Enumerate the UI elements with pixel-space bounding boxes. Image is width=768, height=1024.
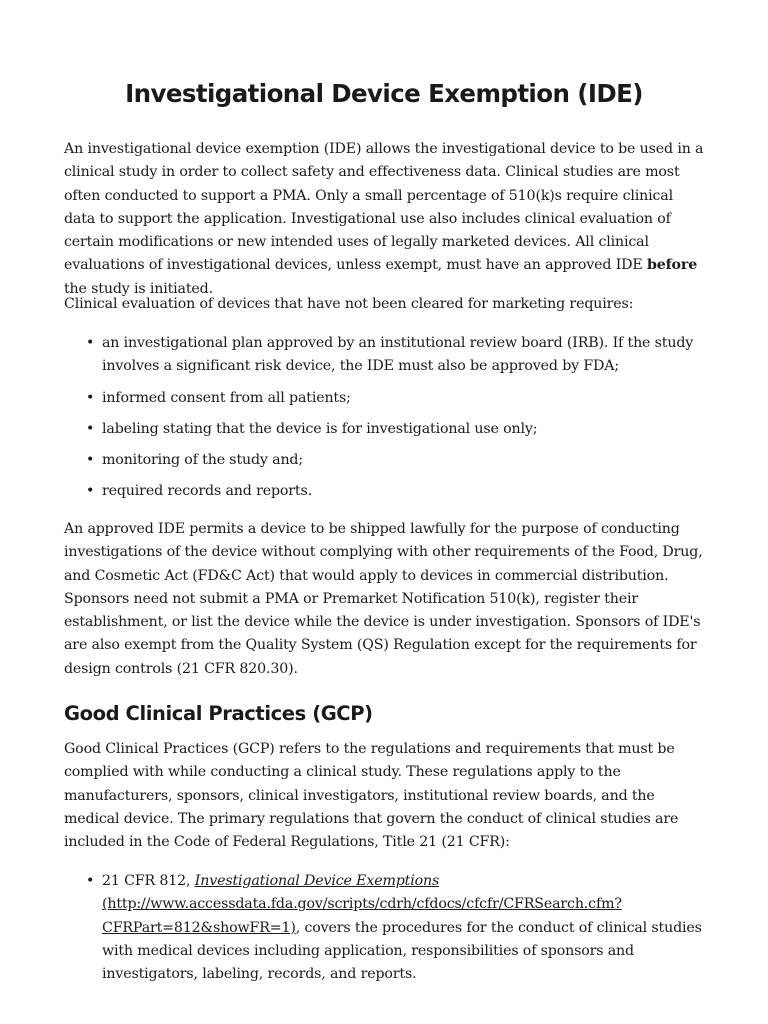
page-title: Investigational Device Exemption (IDE) [125,79,643,108]
list-item [64,870,704,986]
intro-text-end: the study is initiated. [64,280,213,297]
list-item: • an investigational plan approved by an institutional review board (IRB). If the study involves a significant risk device, the IDE must also be approved by FDA; [64,332,704,379]
cfr-description: , covers the procedures for the conduct of clinical studies with medical devices including application, responsibilities of sponsors and investigators, labeling, records, and reports. [102,919,702,983]
approved-ide-paragraph: An approved IDE permits a device to be shipped lawfully for the purpose of conducting investigations of the device without complying with other requirements of the Food, Drug, and Cosmetic Act (FD&C Act) that would apply to devices in commercial distribution. Sponsors need not submit a PMA or Premarket Notification 510(k), register their establishment, or list the device while the device is under investigation. Sponsors of IDE's are also exempt from the Quality System (QS) Regulation except for the requirements for design controls (21 CFR 820.30). [64,521,703,677]
list-item: • informed consent from all patients; [64,387,704,410]
list-item: • required records and reports. [64,480,704,503]
gcp-paragraph: Good Clinical Practices (GCP) refers to the regulations and requirements that must be complied with while conducting a clinical study. These regulations apply to the manufacturers, sponsors, clinical investigators, institutional review boards, and the medical device. The primary regulations that govern the conduct of clinical studies are included in the Code of Federal Regulations, Title 21 (21 CFR): [64,741,679,851]
intro-paragraph [64,138,704,301]
list-item: • monitoring of the study and; [64,449,704,472]
ide-regulation-title: Investigational Device Exemptions [194,873,440,889]
ide-regulation-url: (http://www.accessdata.fda.gov/scripts/cdrh/cfdocs/cfcfr/CFRSearch.cfm?CFRPart=812&showFR=1) [102,896,622,936]
gcp-heading: Good Clinical Practices (GCP) [64,702,373,725]
requirements-list [64,332,704,504]
cfr-prefix: 21 CFR 812, [102,873,191,889]
requirements-intro: Clinical evaluation of devices that have not been cleared for marketing requires: [64,296,634,312]
intro-bold-word: before [646,257,698,274]
gcp-list [64,870,704,986]
intro-text: An investigational device exemption (IDE) allows the investigational device to be used in a clinical study in order to collect safety and effectiveness data. Clinical studies are most often conducted to support a PMA. Only a small percentage of 510(k)s require clinical data to support the application. Investigational use also includes clinical evaluation of certain modifications or new intended uses of legally marketed devices. All clinical evaluations of investigational devices, unless exempt, must have an approved IDE [64,141,704,274]
list-item: • labeling stating that the device is for investigational use only; [64,418,704,441]
